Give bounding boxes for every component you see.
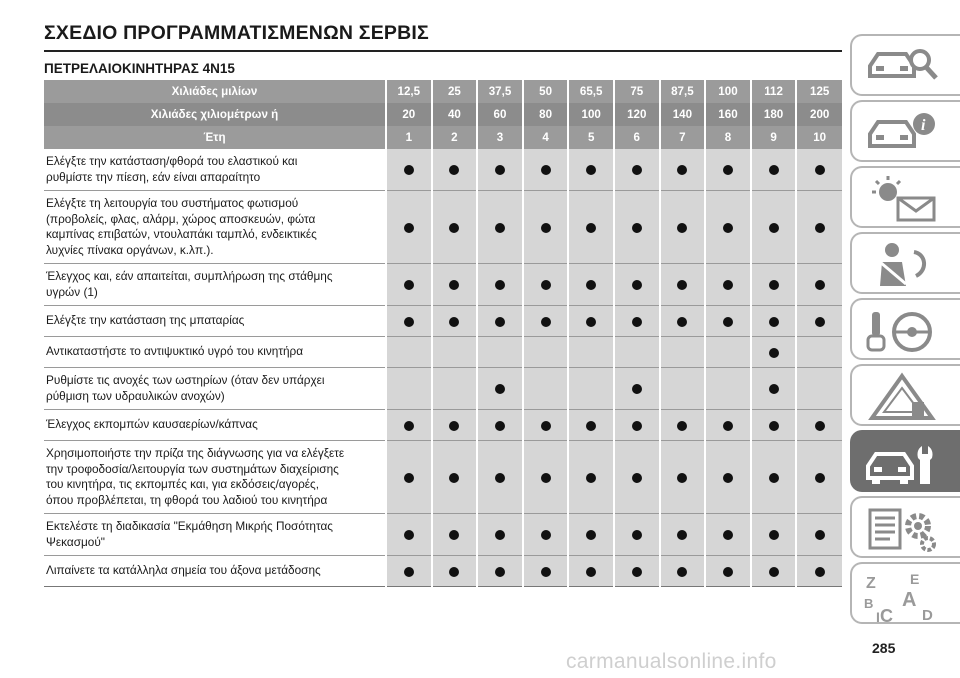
svg-text:E: E xyxy=(910,571,920,587)
header-row xyxy=(44,80,842,103)
service-required-dot xyxy=(632,473,642,483)
service-required-dot xyxy=(769,530,779,540)
schedule-cell xyxy=(523,306,569,337)
schedule-cell xyxy=(705,306,751,337)
header-value: 20 xyxy=(386,103,432,126)
header-value: 6 xyxy=(614,126,660,149)
task-description-line: Ελέγξτε την κατάσταση/φθορά του ελαστικού και xyxy=(46,154,298,168)
service-required-dot xyxy=(723,530,733,540)
schedule-cell xyxy=(432,337,478,368)
schedule-cell xyxy=(568,149,614,191)
header-value: 4 xyxy=(523,126,569,149)
schedule-cell xyxy=(477,441,523,514)
service-required-dot xyxy=(677,421,687,431)
schedule-cell xyxy=(477,264,523,306)
header-value: 160 xyxy=(705,103,751,126)
schedule-cell xyxy=(614,556,660,587)
service-required-dot xyxy=(449,223,459,233)
task-description xyxy=(44,191,386,264)
page-number: 285 xyxy=(872,640,896,656)
schedule-cell xyxy=(432,306,478,337)
task-description xyxy=(44,264,386,306)
schedule-cell xyxy=(432,441,478,514)
service-required-dot xyxy=(541,473,551,483)
service-required-dot xyxy=(723,421,733,431)
task-description-line: υγρών (1) xyxy=(46,284,98,299)
seatbelt-airbag-icon xyxy=(862,240,948,290)
service-required-dot xyxy=(769,473,779,483)
schedule-cell xyxy=(614,410,660,441)
task-description-line: Χρησιμοποιήστε την πρίζα της διάγνωσης για να ελέγξετε xyxy=(46,446,345,460)
schedule-cell xyxy=(477,368,523,410)
table-row xyxy=(44,149,842,191)
schedule-cell xyxy=(386,264,432,306)
header-value: 112 xyxy=(751,80,797,103)
table-row xyxy=(44,337,842,368)
table-row xyxy=(44,368,842,410)
service-required-dot xyxy=(677,567,687,577)
header-value: 7 xyxy=(660,126,706,149)
service-required-dot xyxy=(815,317,825,327)
task-description-line: την τροφοδοσία/λειτουργία των συστημάτων διαχείρισης xyxy=(46,461,339,476)
service-required-dot xyxy=(495,530,505,540)
header-label: Χιλιάδες μιλίων xyxy=(44,80,386,103)
warning-triangle-icon xyxy=(862,372,948,422)
service-required-dot xyxy=(495,165,505,175)
header-value: 180 xyxy=(751,103,797,126)
tab-car-search[interactable] xyxy=(850,34,960,96)
service-required-dot xyxy=(632,165,642,175)
table-row xyxy=(44,514,842,556)
tab-maintenance[interactable] xyxy=(850,430,960,492)
table-row xyxy=(44,191,842,264)
header-value: 8 xyxy=(705,126,751,149)
svg-text:Z: Z xyxy=(866,575,876,592)
service-required-dot xyxy=(449,317,459,327)
header-value: 75 xyxy=(614,80,660,103)
car-wrench-icon xyxy=(862,438,948,488)
schedule-cell xyxy=(705,191,751,264)
header-label: Έτη xyxy=(44,126,386,149)
schedule-cell xyxy=(386,306,432,337)
task-description-line: όπου προβλέπεται, τη φθορά του λαδιού του κινητήρα xyxy=(46,492,328,507)
schedule-cell xyxy=(751,514,797,556)
task-description-line: Έλεγχος και, εάν απαιτείται, συμπλήρωση της στάθμης xyxy=(46,269,333,283)
service-required-dot xyxy=(769,384,779,394)
service-required-dot xyxy=(677,165,687,175)
schedule-cell xyxy=(477,410,523,441)
tab-starting-driving[interactable] xyxy=(850,298,960,360)
schedule-cell xyxy=(386,514,432,556)
header-value: 80 xyxy=(523,103,569,126)
service-required-dot xyxy=(677,473,687,483)
schedule-cell xyxy=(614,441,660,514)
tab-warning-lights[interactable] xyxy=(850,166,960,228)
schedule-cell xyxy=(523,441,569,514)
svg-text:D: D xyxy=(922,607,933,624)
service-schedule-table xyxy=(44,80,842,587)
service-required-dot xyxy=(723,317,733,327)
service-required-dot xyxy=(723,280,733,290)
schedule-cell xyxy=(751,410,797,441)
service-required-dot xyxy=(404,165,414,175)
schedule-cell xyxy=(568,264,614,306)
schedule-cell xyxy=(660,306,706,337)
schedule-cell xyxy=(751,337,797,368)
task-description-line: λυχνίες πίνακα οργάνων, κ.λπ.). xyxy=(46,242,214,257)
schedule-cell xyxy=(523,337,569,368)
schedule-cell xyxy=(614,337,660,368)
service-required-dot xyxy=(495,317,505,327)
schedule-cell xyxy=(477,149,523,191)
service-required-dot xyxy=(723,567,733,577)
tab-technical-data[interactable] xyxy=(850,496,960,558)
header-value: 40 xyxy=(432,103,478,126)
task-description-line: Ελέγξτε τη λειτουργία του συστήματος φωτισμού xyxy=(46,196,299,210)
service-required-dot xyxy=(723,165,733,175)
svg-text:A: A xyxy=(902,589,917,611)
schedule-cell xyxy=(523,410,569,441)
header-value: 9 xyxy=(751,126,797,149)
schedule-cell xyxy=(705,368,751,410)
schedule-cell xyxy=(705,410,751,441)
service-required-dot xyxy=(495,384,505,394)
schedule-cell xyxy=(568,368,614,410)
service-required-dot xyxy=(815,223,825,233)
schedule-cell xyxy=(568,514,614,556)
schedule-cell xyxy=(386,337,432,368)
service-required-dot xyxy=(632,421,642,431)
service-required-dot xyxy=(723,473,733,483)
service-required-dot xyxy=(677,280,687,290)
service-required-dot xyxy=(449,165,459,175)
header-value: 10 xyxy=(796,126,842,149)
task-description-line: Λιπαίνετε τα κατάλληλα σημεία του άξονα μετάδοσης xyxy=(46,563,321,578)
schedule-cell xyxy=(614,306,660,337)
header-value: 100 xyxy=(705,80,751,103)
schedule-cell xyxy=(386,149,432,191)
task-description xyxy=(44,368,386,410)
service-required-dot xyxy=(541,165,551,175)
task-description-line: Ελέγξτε την κατάσταση της μπαταρίας xyxy=(46,313,245,328)
key-steering-wheel-icon xyxy=(862,306,948,356)
task-description-line: (προβολείς, φλας, αλάρμ, χώρος αποσκευών, φώτα xyxy=(46,211,316,226)
schedule-cell xyxy=(523,556,569,587)
alphabetical-index-icon xyxy=(862,570,948,626)
schedule-cell xyxy=(523,514,569,556)
schedule-cell xyxy=(432,264,478,306)
schedule-cell xyxy=(568,337,614,368)
service-required-dot xyxy=(541,421,551,431)
schedule-cell xyxy=(614,264,660,306)
schedule-cell xyxy=(796,368,842,410)
svg-text:i: i xyxy=(921,117,926,134)
schedule-cell xyxy=(751,368,797,410)
service-required-dot xyxy=(769,280,779,290)
schedule-cell xyxy=(614,149,660,191)
service-required-dot xyxy=(586,530,596,540)
service-required-dot xyxy=(586,421,596,431)
schedule-cell xyxy=(660,410,706,441)
service-required-dot xyxy=(495,421,505,431)
task-description xyxy=(44,149,386,191)
service-required-dot xyxy=(586,223,596,233)
schedule-cell xyxy=(568,410,614,441)
service-required-dot xyxy=(586,567,596,577)
table-row xyxy=(44,306,842,337)
schedule-cell xyxy=(751,556,797,587)
service-required-dot xyxy=(541,567,551,577)
schedule-cell xyxy=(568,441,614,514)
header-label: Χιλιάδες χιλιομέτρων ή xyxy=(44,103,386,126)
header-value: 1 xyxy=(386,126,432,149)
schedule-cell xyxy=(751,441,797,514)
schedule-cell xyxy=(386,191,432,264)
service-required-dot xyxy=(449,567,459,577)
schedule-cell xyxy=(432,368,478,410)
header-value: 87,5 xyxy=(660,80,706,103)
header-value: 65,5 xyxy=(568,80,614,103)
service-required-dot xyxy=(632,567,642,577)
schedule-cell xyxy=(705,514,751,556)
schedule-cell xyxy=(705,441,751,514)
task-description xyxy=(44,306,386,337)
schedule-cell xyxy=(614,191,660,264)
service-required-dot xyxy=(815,567,825,577)
task-description-line: Ρυθμίστε τις ανοχές των ωστηρίων (όταν δεν υπάρχει xyxy=(46,373,325,387)
header-value: 140 xyxy=(660,103,706,126)
car-search-icon xyxy=(862,42,948,92)
schedule-cell xyxy=(477,306,523,337)
warning-light-message-icon xyxy=(862,174,948,224)
service-required-dot xyxy=(404,530,414,540)
service-required-dot xyxy=(449,280,459,290)
table-row xyxy=(44,410,842,441)
service-required-dot xyxy=(541,223,551,233)
schedule-cell xyxy=(660,556,706,587)
service-required-dot xyxy=(495,280,505,290)
schedule-cell xyxy=(386,556,432,587)
schedule-cell xyxy=(568,556,614,587)
header-value: 60 xyxy=(477,103,523,126)
service-required-dot xyxy=(769,348,779,358)
service-required-dot xyxy=(449,421,459,431)
service-required-dot xyxy=(586,165,596,175)
service-required-dot xyxy=(677,317,687,327)
service-required-dot xyxy=(586,317,596,327)
tab-index[interactable] xyxy=(850,562,960,624)
schedule-cell xyxy=(751,191,797,264)
task-description-line: Εκτελέστε τη διαδικασία "Εκμάθηση Μικρής Ποσότητας xyxy=(46,519,333,533)
schedule-cell xyxy=(614,514,660,556)
service-required-dot xyxy=(404,473,414,483)
task-description-line: καμπίνας επιβατών, ντουλαπάκι ταμπλό, ενδεικτικές xyxy=(46,227,317,241)
title-divider xyxy=(44,50,842,52)
task-description xyxy=(44,514,386,556)
task-description-line: του κινητήρα, τις εκπομπές και, για εκδόσεις/αγορές, xyxy=(46,477,320,491)
service-required-dot xyxy=(769,223,779,233)
schedule-cell xyxy=(705,149,751,191)
service-required-dot xyxy=(495,223,505,233)
schedule-cell xyxy=(660,191,706,264)
schedule-cell xyxy=(796,514,842,556)
service-required-dot xyxy=(632,223,642,233)
schedule-cell xyxy=(523,264,569,306)
tab-safety[interactable] xyxy=(850,232,960,294)
schedule-cell xyxy=(477,191,523,264)
task-description-line: Αντικαταστήστε το αντιψυκτικό υγρό του κινητήρα xyxy=(46,344,304,359)
service-required-dot xyxy=(723,223,733,233)
schedule-cell xyxy=(523,368,569,410)
schedule-cell xyxy=(796,149,842,191)
schedule-cell xyxy=(751,306,797,337)
schedule-cell xyxy=(796,410,842,441)
header-value: 25 xyxy=(432,80,478,103)
header-value: 120 xyxy=(614,103,660,126)
schedule-cell xyxy=(568,306,614,337)
schedule-cell xyxy=(477,337,523,368)
table-row xyxy=(44,441,842,514)
schedule-cell xyxy=(796,306,842,337)
section-subtitle: ΠΕΤΡΕΛΑΙΟΚΙΝΗΤΗΡΑΣ 4N15 xyxy=(44,61,235,76)
schedule-cell xyxy=(432,556,478,587)
service-required-dot xyxy=(586,473,596,483)
schedule-cell xyxy=(796,337,842,368)
specs-gear-icon xyxy=(862,504,948,554)
schedule-cell xyxy=(614,368,660,410)
schedule-cell xyxy=(386,441,432,514)
schedule-cell xyxy=(660,149,706,191)
schedule-cell xyxy=(523,191,569,264)
tab-car-info[interactable] xyxy=(850,100,960,162)
service-required-dot xyxy=(449,473,459,483)
schedule-cell xyxy=(386,368,432,410)
schedule-cell xyxy=(386,410,432,441)
svg-text:I: I xyxy=(876,609,880,625)
header-value: 2 xyxy=(432,126,478,149)
service-required-dot xyxy=(815,280,825,290)
schedule-cell xyxy=(523,149,569,191)
service-required-dot xyxy=(404,317,414,327)
service-required-dot xyxy=(769,421,779,431)
service-required-dot xyxy=(495,473,505,483)
schedule-cell xyxy=(796,191,842,264)
service-required-dot xyxy=(541,317,551,327)
schedule-cell xyxy=(432,410,478,441)
task-description xyxy=(44,441,386,514)
schedule-cell xyxy=(660,337,706,368)
service-required-dot xyxy=(769,567,779,577)
service-required-dot xyxy=(404,280,414,290)
header-value: 5 xyxy=(568,126,614,149)
schedule-cell xyxy=(705,337,751,368)
schedule-cell xyxy=(796,556,842,587)
service-required-dot xyxy=(677,530,687,540)
service-required-dot xyxy=(769,317,779,327)
schedule-cell xyxy=(796,441,842,514)
svg-text:B: B xyxy=(864,596,874,611)
watermark: carmanualsonline.info xyxy=(566,650,777,673)
tab-emergency[interactable] xyxy=(850,364,960,426)
header-value: 50 xyxy=(523,80,569,103)
schedule-cell xyxy=(568,191,614,264)
svg-text:C: C xyxy=(880,606,893,626)
schedule-cell xyxy=(432,191,478,264)
header-row xyxy=(44,126,842,149)
service-required-dot xyxy=(541,530,551,540)
header-row xyxy=(44,103,842,126)
task-description-line: ρυθμίστε την πίεση, εάν είναι απαραίτητο xyxy=(46,169,261,184)
service-required-dot xyxy=(495,567,505,577)
schedule-cell xyxy=(660,441,706,514)
schedule-cell xyxy=(660,514,706,556)
table-row xyxy=(44,556,842,587)
service-required-dot xyxy=(541,280,551,290)
service-required-dot xyxy=(632,530,642,540)
schedule-cell xyxy=(751,149,797,191)
page-title: ΣΧΕΔΙΟ ΠΡΟΓΡΑΜΜΑΤΙΣΜΕΝΩΝ ΣΕΡΒΙΣ xyxy=(44,22,429,44)
service-required-dot xyxy=(404,567,414,577)
table-row xyxy=(44,264,842,306)
task-description xyxy=(44,337,386,368)
service-required-dot xyxy=(404,421,414,431)
task-description-line: ρύθμιση των υδραυλικών ανοχών) xyxy=(46,388,225,403)
schedule-cell xyxy=(432,514,478,556)
schedule-cell xyxy=(477,556,523,587)
service-required-dot xyxy=(632,384,642,394)
service-required-dot xyxy=(815,473,825,483)
schedule-cell xyxy=(796,264,842,306)
header-value: 12,5 xyxy=(386,80,432,103)
service-required-dot xyxy=(815,165,825,175)
header-value: 37,5 xyxy=(477,80,523,103)
schedule-cell xyxy=(660,368,706,410)
service-required-dot xyxy=(449,530,459,540)
car-info-icon xyxy=(862,108,948,158)
header-value: 3 xyxy=(477,126,523,149)
task-description xyxy=(44,556,386,587)
service-required-dot xyxy=(632,280,642,290)
service-required-dot xyxy=(677,223,687,233)
service-required-dot xyxy=(815,530,825,540)
header-value: 200 xyxy=(796,103,842,126)
header-value: 125 xyxy=(796,80,842,103)
schedule-cell xyxy=(432,149,478,191)
service-required-dot xyxy=(815,421,825,431)
task-description-line: Ψεκασμού" xyxy=(46,534,105,549)
schedule-cell xyxy=(705,264,751,306)
header-value: 100 xyxy=(568,103,614,126)
service-required-dot xyxy=(586,280,596,290)
schedule-cell xyxy=(477,514,523,556)
service-required-dot xyxy=(769,165,779,175)
service-required-dot xyxy=(632,317,642,327)
schedule-cell xyxy=(660,264,706,306)
service-required-dot xyxy=(404,223,414,233)
task-description xyxy=(44,410,386,441)
schedule-cell xyxy=(705,556,751,587)
schedule-cell xyxy=(751,264,797,306)
task-description-line: Έλεγχος εκπομπών καυσαερίων/κάπνας xyxy=(46,417,258,432)
